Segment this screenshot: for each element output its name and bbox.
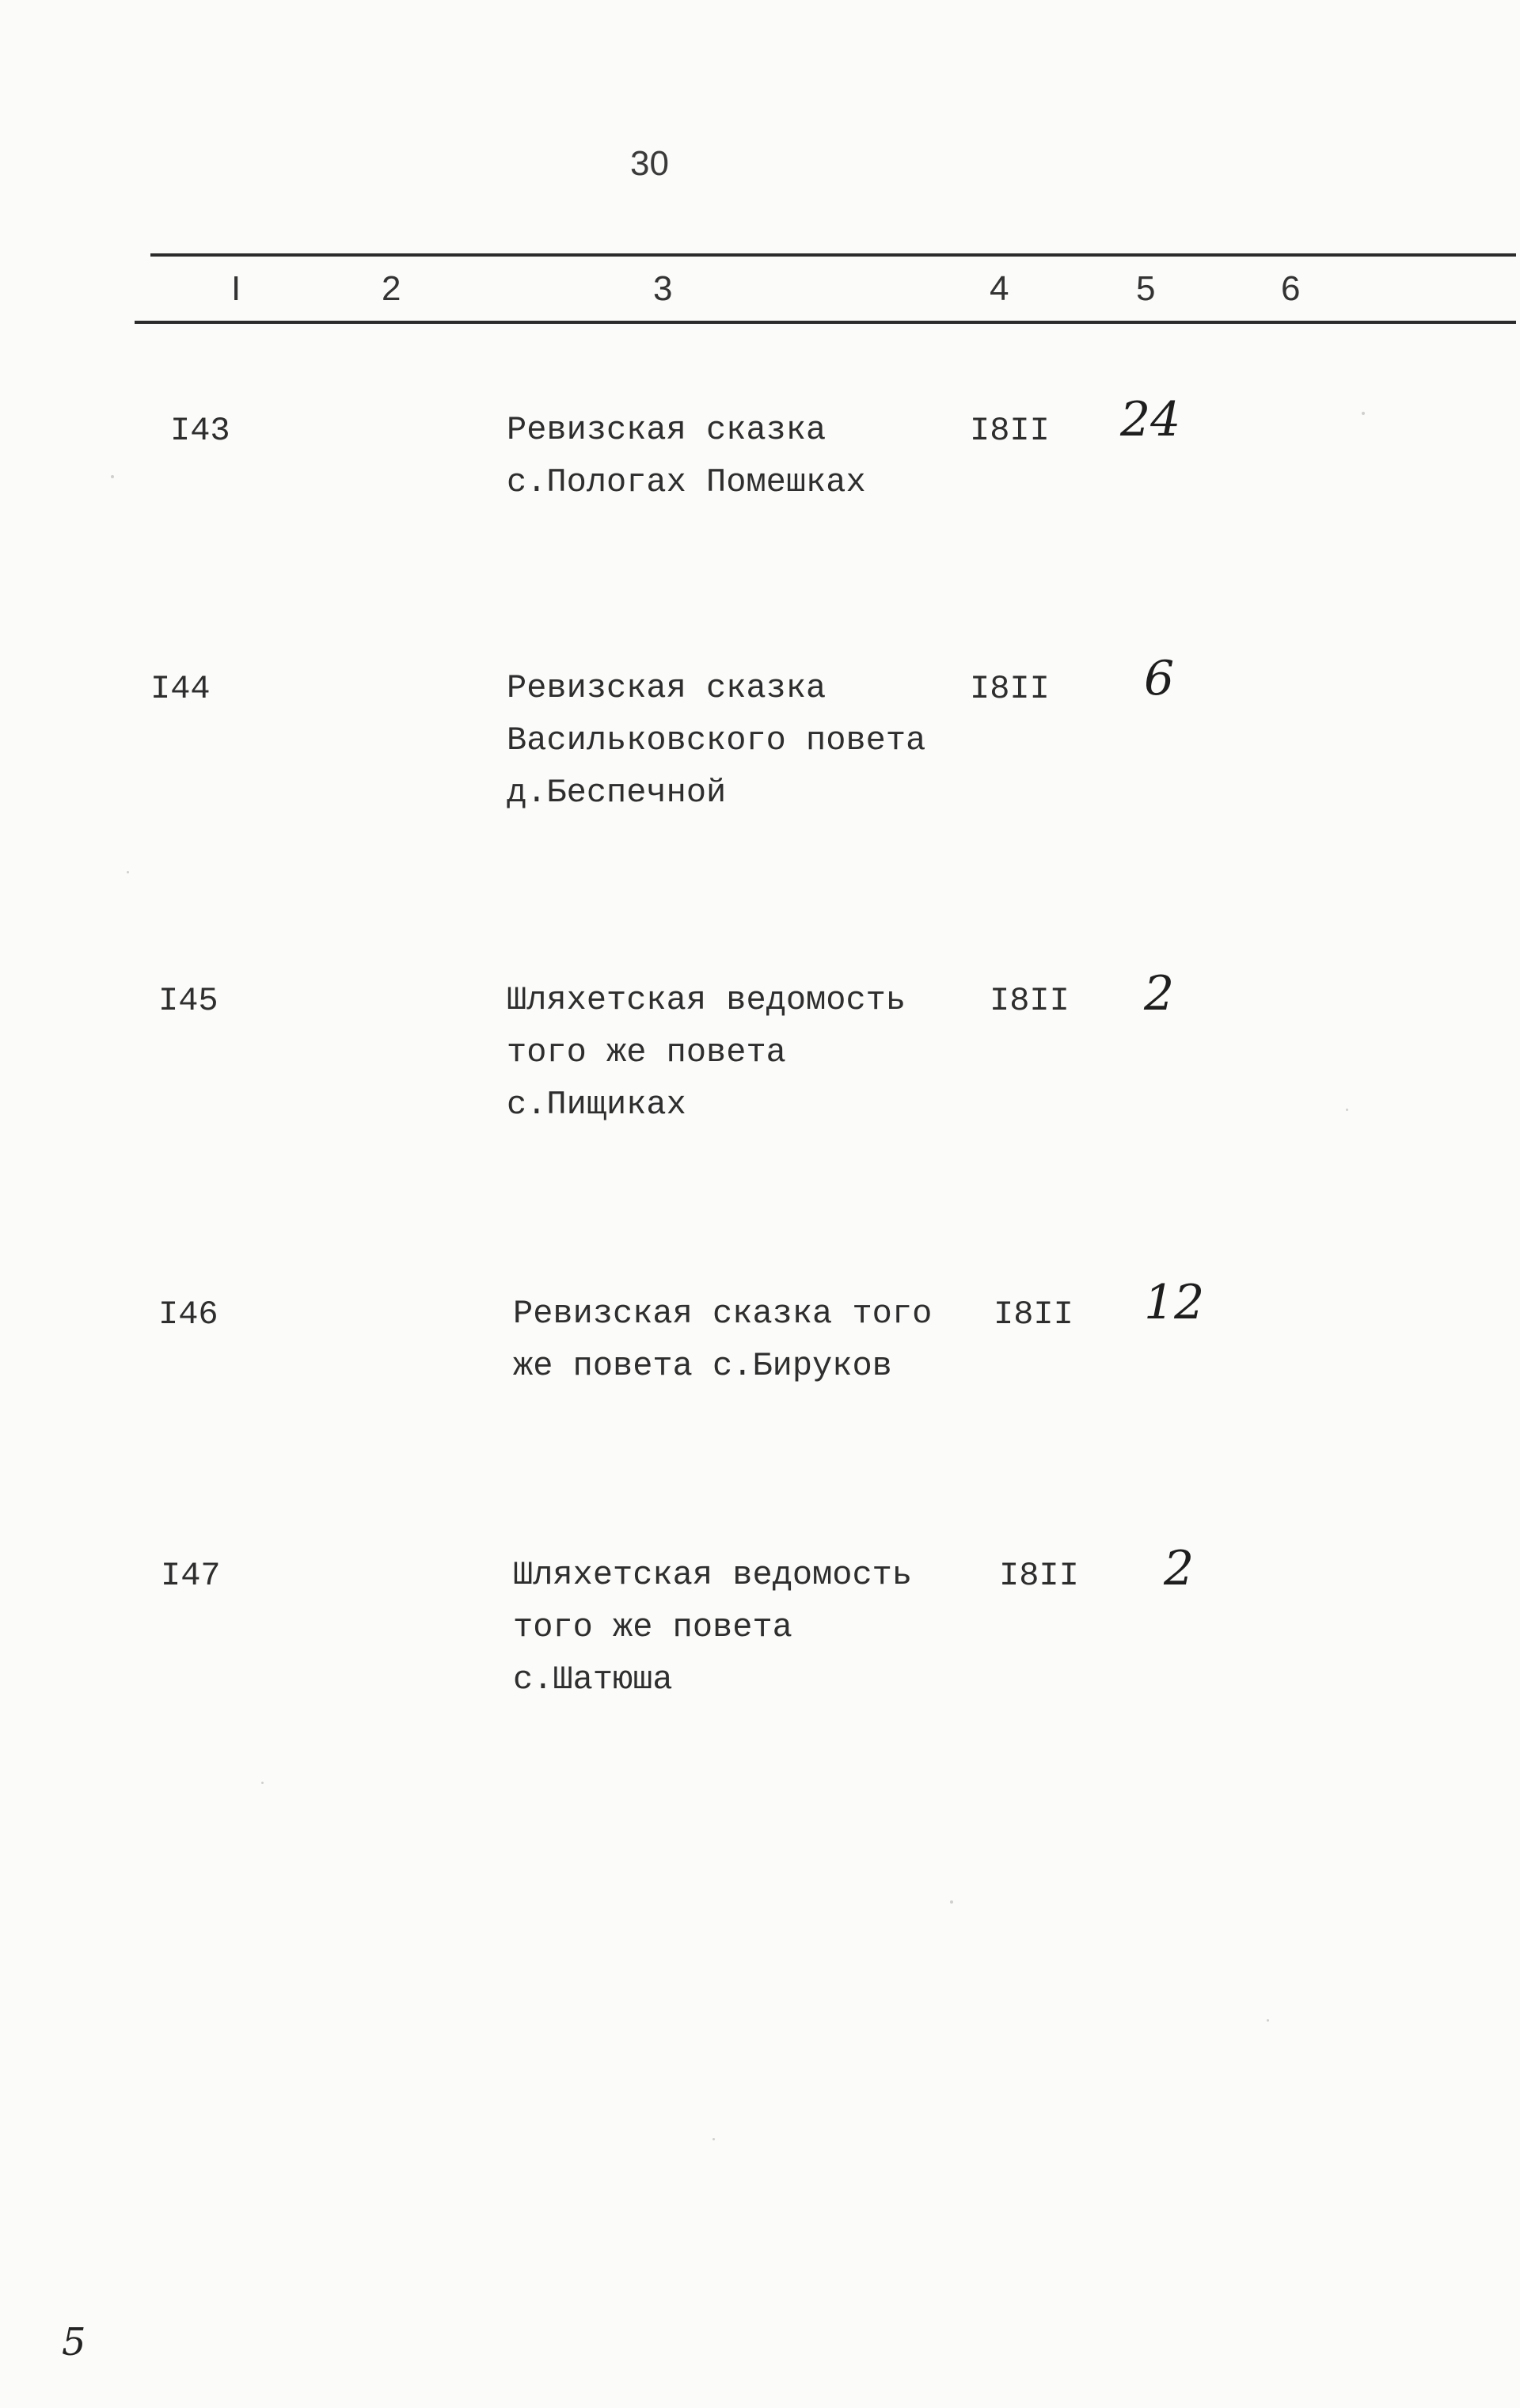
description-line: с.Пищиках [507,1086,686,1124]
column-header-3: 3 [653,269,673,308]
row-description [513,1549,912,1706]
row-count: 24 [1120,392,1181,447]
description-line: того же повета [513,1608,792,1646]
scan-speck [1362,412,1365,415]
description-line: Ревизская сказка того [513,1295,933,1333]
column-header-5: 5 [1136,269,1156,308]
column-header-1: I [231,269,241,308]
row-description [507,974,906,1131]
description-line: Шляхетская ведомость [513,1556,913,1594]
row-year: I8II [970,412,1050,450]
description-line: того же повета [507,1033,786,1071]
row-count: 2 [1144,966,1175,1021]
row-count: 12 [1144,1275,1205,1330]
row-year: I8II [990,982,1070,1020]
row-number: I46 [158,1295,218,1333]
scan-speck [950,1900,953,1904]
description-line: Шляхетская ведомость [507,981,906,1019]
scan-speck [712,2138,715,2140]
row-description [507,404,866,508]
row-year: I8II [999,1557,1079,1595]
description-line: с.Шатюша [513,1660,673,1699]
description-line: д.Беспечной [507,774,727,812]
row-number: I45 [158,982,218,1020]
footer-handwritten-mark: 5 [62,2320,86,2364]
description-line: Васильковского повета [507,721,926,759]
row-description [513,1288,932,1392]
row-number: I47 [161,1557,221,1595]
column-header-4: 4 [990,269,1009,308]
description-line: же повета с.Бируков [513,1347,892,1385]
scan-speck [1346,1109,1348,1111]
scan-speck [1267,2019,1269,2022]
row-number: I43 [170,412,230,450]
row-count: 6 [1144,651,1175,706]
row-number: I44 [150,670,211,708]
row-year: I8II [994,1295,1074,1333]
description-line: с.Пологах Помешках [507,463,866,501]
description-line: Ревизская сказка [507,669,826,707]
scan-speck [261,1782,264,1784]
description-line: Ревизская сказка [507,411,826,449]
column-header-2: 2 [382,269,401,308]
column-header-6: 6 [1281,269,1301,308]
page-number: 30 [630,144,669,183]
row-count: 2 [1164,1541,1195,1596]
scan-speck [111,475,114,478]
row-description [507,662,925,819]
table-header-rule [135,321,1516,324]
table-top-rule [150,253,1516,257]
scan-speck [127,871,129,873]
row-year: I8II [970,670,1050,708]
